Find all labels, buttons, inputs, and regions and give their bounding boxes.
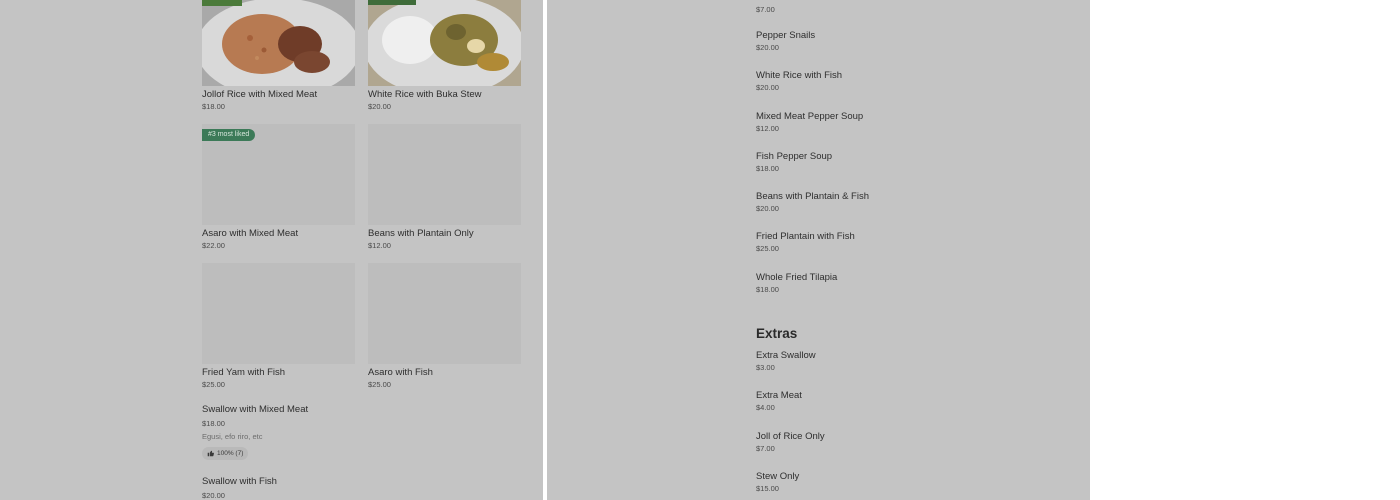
menu-item-beans-plantain-fish[interactable] [756, 191, 1056, 214]
menu-grid-panel [0, 0, 543, 500]
item-name: Swallow with Mixed Meat [202, 404, 309, 415]
image-placeholder [368, 263, 521, 364]
item-name: Mixed Meat Pepper Soup [756, 111, 864, 122]
item-price: $20.00 [756, 83, 779, 92]
menu-item-pepper-snails[interactable] [756, 30, 1056, 53]
item-price: $18.00 [756, 164, 779, 173]
menu-list-panel [547, 0, 1090, 500]
item-price: $18.00 [756, 285, 779, 294]
item-price: $15.00 [756, 484, 779, 493]
item-price: $25.00 [756, 244, 779, 253]
image-placeholder [368, 124, 521, 225]
item-price: $7.00 [756, 5, 775, 14]
menu-item-swallow-mixed-meat[interactable] [202, 401, 402, 462]
menu-item-fish-pepper-soup[interactable] [756, 151, 1056, 174]
menu-item-extra-swallow[interactable] [756, 350, 1056, 373]
item-name: Beans with Plantain Only [368, 228, 474, 239]
item-name: Fish Pepper Soup [756, 151, 833, 162]
menu-item-fried-plantain-fish[interactable] [756, 231, 1056, 254]
item-name: Extra Swallow [756, 350, 816, 361]
menu-card-beans-plantain[interactable] [368, 124, 521, 251]
menu-item-whole-fried-tilapia[interactable] [756, 272, 1056, 295]
item-name: Jollof Rice with Mixed Meat [202, 89, 318, 100]
item-name: Whole Fried Tilapia [756, 272, 838, 283]
item-price: $20.00 [756, 43, 779, 52]
item-name: Beans with Plantain & Fish [756, 191, 870, 202]
menu-item-jollof-rice-only[interactable] [756, 431, 1056, 454]
item-name: Joll of Rice Only [756, 431, 825, 442]
image-placeholder [202, 124, 355, 225]
menu-item-white-rice-fish[interactable] [756, 70, 1056, 93]
item-price: $20.00 [756, 204, 779, 213]
most-liked-badge: #3 most liked [202, 129, 255, 141]
rating-value: 100% (7) [217, 450, 244, 457]
item-name: Swallow with Fish [202, 476, 277, 487]
item-price: $20.00 [368, 102, 391, 111]
item-price: $18.00 [202, 102, 225, 111]
item-name: Fried Yam with Fish [202, 367, 286, 378]
menu-card-fried-yam-fish[interactable] [202, 263, 355, 390]
item-name: Asaro with Mixed Meat [202, 228, 299, 239]
menu-card-white-rice-buka-stew[interactable] [368, 0, 521, 112]
menu-item-stew-only[interactable] [756, 471, 1056, 494]
menu-item-extra-meat[interactable] [756, 390, 1056, 413]
item-name: Extra Meat [756, 390, 802, 401]
menu-card-asaro-mixed-meat[interactable] [202, 124, 355, 251]
jollof-rice-photo [202, 0, 355, 86]
thumbs-up-icon [207, 450, 214, 457]
item-name: Pepper Snails [756, 30, 816, 41]
item-price: $3.00 [756, 363, 775, 372]
item-name: White Rice with Buka Stew [368, 89, 482, 100]
item-price: $22.00 [202, 241, 225, 250]
white-rice-stew-photo [368, 0, 521, 86]
item-price: $25.00 [202, 380, 225, 389]
item-price: $25.00 [368, 380, 391, 389]
item-name: Asaro with Fish [368, 367, 433, 378]
item-price: $4.00 [756, 403, 775, 412]
item-price: $18.00 [202, 419, 225, 428]
menu-card-asaro-fish[interactable] [368, 263, 521, 390]
item-price: $20.00 [202, 491, 225, 500]
section-title-extras: Extras [756, 326, 798, 341]
menu-item-mixed-meat-pepper-soup[interactable] [756, 111, 1056, 134]
item-name: Fried Plantain with Fish [756, 231, 855, 242]
item-price: $7.00 [756, 444, 775, 453]
item-price: $12.00 [756, 124, 779, 133]
item-price: $12.00 [368, 241, 391, 250]
image-placeholder [202, 263, 355, 364]
menu-item-partial[interactable] [756, 4, 1056, 15]
menu-card-jollof-rice[interactable] [202, 0, 355, 112]
rating-pill [202, 447, 248, 460]
item-name: Stew Only [756, 471, 800, 482]
item-name: White Rice with Fish [756, 70, 843, 81]
menu-item-swallow-fish[interactable] [202, 473, 402, 500]
item-description: Egusi, efo riro, etc [202, 432, 263, 441]
